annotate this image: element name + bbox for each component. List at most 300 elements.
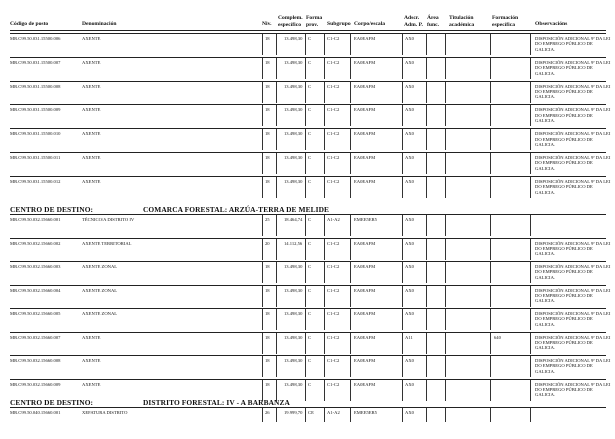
cell-forma: C (308, 311, 312, 316)
cell-obs: DISPOSICIÓN ADICIONAL 9ª DA LEI DO EMPREGO PÚBLICO DE GALICIA. (535, 59, 611, 76)
cell-obs: DISPOSICIÓN ADICIONAL 9ª DA LEI DO EMPREGO PÚBLICO DE GALICIA. (535, 36, 611, 52)
column-divider (402, 333, 403, 354)
column-divider (426, 333, 427, 354)
row-rule (10, 128, 606, 129)
cell-forma: C (308, 131, 312, 137)
column-divider (530, 309, 531, 330)
column-divider (276, 262, 277, 283)
cell-corpo: EA0EAFM (354, 178, 376, 184)
column-divider (305, 215, 306, 236)
cell-codigo: MR.C99.50.032.15660.007 (10, 334, 61, 340)
column-divider (530, 58, 531, 79)
row-rule (10, 152, 606, 153)
column-divider (305, 262, 306, 283)
cell-niv: 18 (265, 155, 270, 160)
cell-sub: C1-C2 (327, 131, 340, 137)
center-name: DISTRITO FORESTAL: IV - A BARBANZA (143, 398, 290, 407)
cell-sub: C1-C2 (327, 358, 340, 363)
cell-niv: 26 (265, 410, 270, 415)
cell-codigo: MR.C99.50.032.15660.002 (10, 240, 61, 246)
cell-formacion: 640 (494, 334, 501, 340)
cell-den: AXENTE ZONAL (82, 264, 118, 269)
header-denominacion: Denominación (82, 21, 117, 27)
cell-forma: C (308, 240, 312, 246)
column-divider (445, 105, 446, 126)
cell-codigo: MR.C99.50.031.15500.007 (10, 59, 61, 65)
header-complemento: Complem. específico (278, 15, 303, 28)
column-divider (445, 177, 446, 198)
column-divider (350, 380, 351, 401)
row-rule (10, 81, 606, 82)
cell-niv: 25 (265, 217, 270, 222)
column-divider (490, 153, 491, 174)
cell-den: AXENTE TERRITORIAL (82, 240, 132, 246)
column-divider (426, 34, 427, 55)
cell-corpo: EA0EAFM (354, 264, 376, 269)
cell-corpo: EA0EAFM (354, 287, 376, 293)
column-divider (305, 309, 306, 330)
cell-codigo: MR.C99.50.040.15660.001 (10, 410, 61, 415)
cell-den: AXENTE (82, 178, 101, 184)
column-divider (324, 215, 325, 236)
cell-forma: CE (308, 410, 314, 415)
column-divider (490, 82, 491, 103)
cell-adscr: AX0 (405, 381, 414, 387)
cell-sub: C1-C2 (327, 264, 340, 269)
column-divider (490, 239, 491, 260)
column-divider (324, 105, 325, 126)
cell-den: AXENTE (82, 83, 101, 89)
cell-adscr: A11 (405, 334, 413, 340)
cell-comp: 13.498,30 (284, 287, 303, 293)
cell-sub: C1-C2 (327, 59, 340, 65)
row-rule (10, 238, 606, 239)
cell-comp: 18.464,74 (284, 217, 303, 222)
column-divider (262, 34, 263, 55)
column-divider (350, 129, 351, 150)
column-divider (426, 129, 427, 150)
cell-adscr: AX0 (405, 83, 414, 89)
cell-sub: A1-A2 (327, 217, 340, 222)
column-divider (305, 356, 306, 377)
column-divider (276, 105, 277, 126)
cell-obs: DISPOSICIÓN ADICIONAL 9ª DA LEI DO EMPREGO PÚBLICO DE GALICIA. (535, 264, 611, 280)
column-divider (402, 82, 403, 103)
row-rule (10, 332, 606, 333)
column-divider (305, 129, 306, 150)
cell-niv: 18 (265, 131, 270, 137)
cell-niv: 18 (265, 264, 270, 269)
column-divider (490, 333, 491, 354)
cell-adscr: AX0 (405, 410, 414, 415)
cell-codigo: MR.C99.50.032.15660.001 (10, 217, 61, 222)
cell-corpo: EA0EAFM (354, 155, 376, 160)
cell-corpo: EMEE5ER5 (354, 217, 377, 222)
cell-niv: 18 (265, 107, 270, 113)
cell-forma: C (308, 287, 312, 293)
column-divider (305, 286, 306, 307)
column-divider (402, 408, 403, 422)
column-divider (426, 215, 427, 236)
column-divider (305, 153, 306, 174)
column-divider (490, 34, 491, 55)
cell-forma: C (308, 107, 312, 113)
column-divider (426, 262, 427, 283)
header-forma: Forma prov. (306, 15, 323, 28)
cell-adscr: AX0 (405, 131, 414, 137)
column-divider (324, 408, 325, 422)
cell-corpo: EA0EAFM (354, 381, 376, 387)
cell-corpo: EA0EAFM (354, 131, 376, 137)
cell-comp: 13.498,30 (284, 155, 303, 160)
column-divider (276, 333, 277, 354)
cell-comp: 13.498,30 (284, 334, 303, 340)
cell-adscr: AX0 (405, 287, 414, 293)
column-divider (402, 239, 403, 260)
column-divider (305, 380, 306, 401)
cell-obs: DISPOSICIÓN ADICIONAL 9ª DA LEI DO EMPREGO PÚBLICO DE GALICIA. (535, 107, 611, 124)
cell-sub: C1-C2 (327, 287, 340, 293)
cell-adscr: AX0 (405, 178, 414, 184)
column-divider (305, 408, 306, 422)
cell-sub: C1-C2 (327, 381, 340, 387)
row-rule (10, 285, 606, 286)
column-divider (276, 408, 277, 422)
cell-obs: DISPOSICIÓN ADICIONAL 9ª DA LEI DO EMPREGO PÚBLICO DE GALICIA. (535, 311, 611, 327)
cell-codigo: MR.C99.50.032.15660.005 (10, 311, 61, 316)
column-divider (262, 129, 263, 150)
cell-codigo: MR.C99.50.032.15660.003 (10, 264, 61, 269)
column-divider (262, 356, 263, 377)
column-divider (276, 215, 277, 236)
column-divider (276, 286, 277, 307)
column-divider (445, 408, 446, 422)
cell-forma: C (308, 178, 312, 184)
column-divider (445, 215, 446, 236)
cell-codigo: MR.C99.50.031.15500.011 (10, 155, 61, 160)
cell-den: AXENTE (82, 131, 101, 137)
column-divider (490, 408, 491, 422)
cell-den: AXENTE ZONAL (82, 287, 118, 293)
cell-den: AXENTE (82, 59, 101, 65)
column-divider (276, 309, 277, 330)
cell-den: AXENTE (82, 334, 101, 340)
column-divider (490, 105, 491, 126)
cell-niv: 18 (265, 311, 270, 316)
column-divider (324, 239, 325, 260)
cell-corpo: EA0EAFM (354, 311, 376, 316)
row-rule (10, 33, 606, 34)
column-divider (324, 286, 325, 307)
column-divider (262, 58, 263, 79)
cell-comp: 14.112,56 (284, 240, 303, 246)
cell-adscr: AX0 (405, 155, 414, 160)
header-observaciones: Observacións (535, 21, 568, 27)
column-divider (324, 58, 325, 79)
cell-forma: C (308, 217, 312, 222)
column-divider (402, 380, 403, 401)
cell-comp: 13.498,30 (284, 311, 303, 316)
cell-niv: 18 (265, 178, 270, 184)
cell-obs: DISPOSICIÓN ADICIONAL 9ª DA LEI DO EMPREGO PÚBLICO DE GALICIA. (535, 240, 611, 257)
cell-codigo: MR.C99.50.031.15500.006 (10, 36, 61, 41)
column-divider (305, 177, 306, 198)
center-label: CENTRO DE DESTINO: (10, 205, 94, 214)
column-divider (426, 177, 427, 198)
column-divider (490, 380, 491, 401)
cell-adscr: AX0 (405, 59, 414, 65)
column-divider (324, 82, 325, 103)
cell-obs: DISPOSICIÓN ADICIONAL 9ª DA LEI DO EMPREGO PÚBLICO DE GALICIA. (535, 131, 611, 147)
cell-adscr: AX0 (405, 217, 414, 222)
cell-niv: 18 (265, 358, 270, 363)
column-divider (276, 177, 277, 198)
column-divider (445, 380, 446, 401)
column-divider (530, 34, 531, 55)
column-divider (305, 58, 306, 79)
cell-sub: A1-A2 (327, 410, 340, 415)
header-area: Área func. (427, 15, 439, 28)
row-rule (10, 308, 606, 309)
cell-den: AXENTE ZONAL (82, 311, 118, 316)
cell-codigo: MR.C99.50.032.15660.004 (10, 287, 61, 293)
column-divider (402, 215, 403, 236)
column-divider (350, 262, 351, 283)
column-divider (402, 262, 403, 283)
cell-sub: C1-C2 (327, 155, 340, 160)
header-corpo: Corpo/escala (354, 21, 386, 27)
column-divider (426, 239, 427, 260)
column-divider (402, 309, 403, 330)
column-divider (490, 129, 491, 150)
column-divider (426, 286, 427, 307)
cell-corpo: EMEE5ER5 (354, 410, 377, 415)
column-divider (276, 58, 277, 79)
column-divider (426, 356, 427, 377)
column-divider (262, 262, 263, 283)
column-divider (530, 380, 531, 401)
column-divider (350, 34, 351, 55)
column-divider (426, 105, 427, 126)
cell-forma: C (308, 155, 312, 160)
column-divider (262, 105, 263, 126)
row-rule (10, 379, 606, 380)
row-rule (10, 261, 606, 262)
cell-forma: C (308, 358, 312, 363)
column-divider (350, 333, 351, 354)
cell-comp: 13.498,30 (284, 264, 303, 269)
cell-forma: C (308, 334, 312, 340)
column-divider (350, 105, 351, 126)
column-divider (262, 153, 263, 174)
cell-den: AXENTE (82, 155, 101, 160)
column-divider (324, 262, 325, 283)
column-divider (530, 286, 531, 307)
cell-sub: C1-C2 (327, 240, 340, 246)
column-divider (350, 286, 351, 307)
column-divider (490, 356, 491, 377)
column-divider (490, 309, 491, 330)
column-divider (402, 286, 403, 307)
column-divider (402, 34, 403, 55)
column-divider (262, 286, 263, 307)
column-divider (350, 356, 351, 377)
column-divider (426, 153, 427, 174)
column-divider (426, 82, 427, 103)
cell-obs: DISPOSICIÓN ADICIONAL 9ª DA LEI DO EMPREGO PÚBLICO DE GALICIA. (535, 178, 611, 195)
cell-niv: 18 (265, 334, 270, 340)
cell-corpo: EA0EAFM (354, 358, 376, 363)
column-divider (445, 82, 446, 103)
row-rule (10, 214, 606, 215)
column-divider (530, 105, 531, 126)
cell-obs: DISPOSICIÓN ADICIONAL 9ª DA LEI DO EMPREGO PÚBLICO DE GALICIA. (535, 334, 611, 351)
cell-sub: C1-C2 (327, 36, 340, 41)
column-divider (426, 58, 427, 79)
column-divider (530, 356, 531, 377)
cell-comp: 19.999,70 (284, 410, 303, 415)
column-divider (350, 153, 351, 174)
column-divider (445, 239, 446, 260)
column-divider (305, 34, 306, 55)
column-divider (324, 177, 325, 198)
center-label: CENTRO DE DESTINO: (10, 398, 94, 407)
header-nivel: Niv. (262, 21, 272, 27)
column-divider (402, 356, 403, 377)
column-divider (305, 105, 306, 126)
column-divider (445, 153, 446, 174)
cell-corpo: EA0EAFM (354, 240, 376, 246)
column-divider (445, 58, 446, 79)
column-divider (402, 105, 403, 126)
column-divider (324, 129, 325, 150)
column-divider (276, 82, 277, 103)
cell-niv: 18 (265, 287, 270, 293)
column-divider (324, 309, 325, 330)
cell-comp: 13.498,30 (284, 358, 303, 363)
cell-codigo: MR.C99.50.031.15500.008 (10, 83, 61, 89)
column-divider (490, 286, 491, 307)
header-rule (10, 30, 606, 31)
column-divider (426, 380, 427, 401)
column-divider (262, 408, 263, 422)
column-divider (350, 239, 351, 260)
column-divider (276, 129, 277, 150)
column-divider (276, 153, 277, 174)
column-divider (350, 215, 351, 236)
column-divider (530, 177, 531, 198)
cell-forma: C (308, 83, 312, 89)
column-divider (530, 215, 531, 236)
cell-adscr: AX0 (405, 107, 414, 113)
column-divider (445, 129, 446, 150)
cell-sub: C1-C2 (327, 107, 340, 113)
header-codigo: Código de posto (10, 21, 49, 27)
column-divider (324, 333, 325, 354)
header-subgrupo: Subgrupo (327, 21, 351, 27)
cell-niv: 20 (265, 240, 270, 246)
column-divider (402, 58, 403, 79)
cell-forma: C (308, 264, 312, 269)
cell-codigo: MR.C99.50.031.15500.010 (10, 131, 61, 137)
column-divider (402, 129, 403, 150)
cell-corpo: EA0EAFM (354, 107, 376, 113)
cell-codigo: MR.C99.50.031.15500.009 (10, 107, 61, 113)
cell-corpo: EA0EAFM (354, 59, 376, 65)
column-divider (530, 262, 531, 283)
cell-comp: 13.498,30 (284, 107, 303, 113)
cell-corpo: EA0EAFM (354, 334, 376, 340)
column-divider (305, 333, 306, 354)
column-divider (262, 309, 263, 330)
column-divider (490, 262, 491, 283)
cell-forma: C (308, 36, 312, 41)
cell-forma: C (308, 59, 312, 65)
cell-sub: C1-C2 (327, 334, 340, 340)
column-divider (490, 215, 491, 236)
cell-den: AXENTE (82, 381, 101, 387)
cell-comp: 13.498,30 (284, 83, 303, 89)
cell-corpo: EA0EAFM (354, 36, 376, 41)
column-divider (324, 356, 325, 377)
cell-sub: C1-C2 (327, 83, 340, 89)
column-divider (262, 82, 263, 103)
cell-niv: 18 (265, 381, 270, 387)
cell-obs: DISPOSICIÓN ADICIONAL 9ª DA LEI DO EMPREGO PÚBLICO DE GALICIA. (535, 155, 611, 171)
column-divider (445, 309, 446, 330)
column-divider (445, 356, 446, 377)
cell-comp: 13.498,30 (284, 131, 303, 137)
cell-corpo: EA0EAFM (354, 83, 376, 89)
column-divider (350, 408, 351, 422)
cell-niv: 18 (265, 83, 270, 89)
cell-obs: DISPOSICIÓN ADICIONAL 9ª DA LEI DO EMPREGO PÚBLICO DE GALICIA. (535, 358, 611, 374)
column-divider (276, 356, 277, 377)
cell-adscr: AX0 (405, 240, 414, 246)
column-divider (530, 129, 531, 150)
column-divider (305, 239, 306, 260)
header-adscricion: Adscr. Adm. P. (404, 15, 423, 28)
cell-codigo: MR.C99.50.031.15500.012 (10, 178, 61, 184)
column-divider (305, 82, 306, 103)
column-divider (324, 380, 325, 401)
cell-obs: DISPOSICIÓN ADICIONAL 9ª DA LEI DO EMPREGO PÚBLICO DE GALICIA. (535, 381, 611, 398)
column-divider (324, 34, 325, 55)
cell-obs: DISPOSICIÓN ADICIONAL 9ª DA LEI DO EMPREGO PÚBLICO DE GALICIA. (535, 287, 611, 304)
column-divider (276, 34, 277, 55)
column-divider (262, 177, 263, 198)
cell-forma: C (308, 381, 312, 387)
column-divider (530, 239, 531, 260)
column-divider (530, 408, 531, 422)
cell-codigo: MR.C99.50.032.15660.008 (10, 358, 61, 363)
column-divider (350, 82, 351, 103)
cell-comp: 13.498,30 (284, 178, 303, 184)
cell-adscr: AX0 (405, 36, 414, 41)
column-divider (350, 58, 351, 79)
column-divider (402, 153, 403, 174)
cell-adscr: AX0 (405, 358, 414, 363)
column-divider (530, 153, 531, 174)
column-divider (445, 262, 446, 283)
column-divider (530, 82, 531, 103)
column-divider (490, 58, 491, 79)
column-divider (445, 286, 446, 307)
column-divider (262, 333, 263, 354)
header-titulacion: Titulación académica (449, 15, 475, 28)
cell-den: XEFATURA DISTRITO (82, 410, 128, 415)
column-divider (490, 177, 491, 198)
